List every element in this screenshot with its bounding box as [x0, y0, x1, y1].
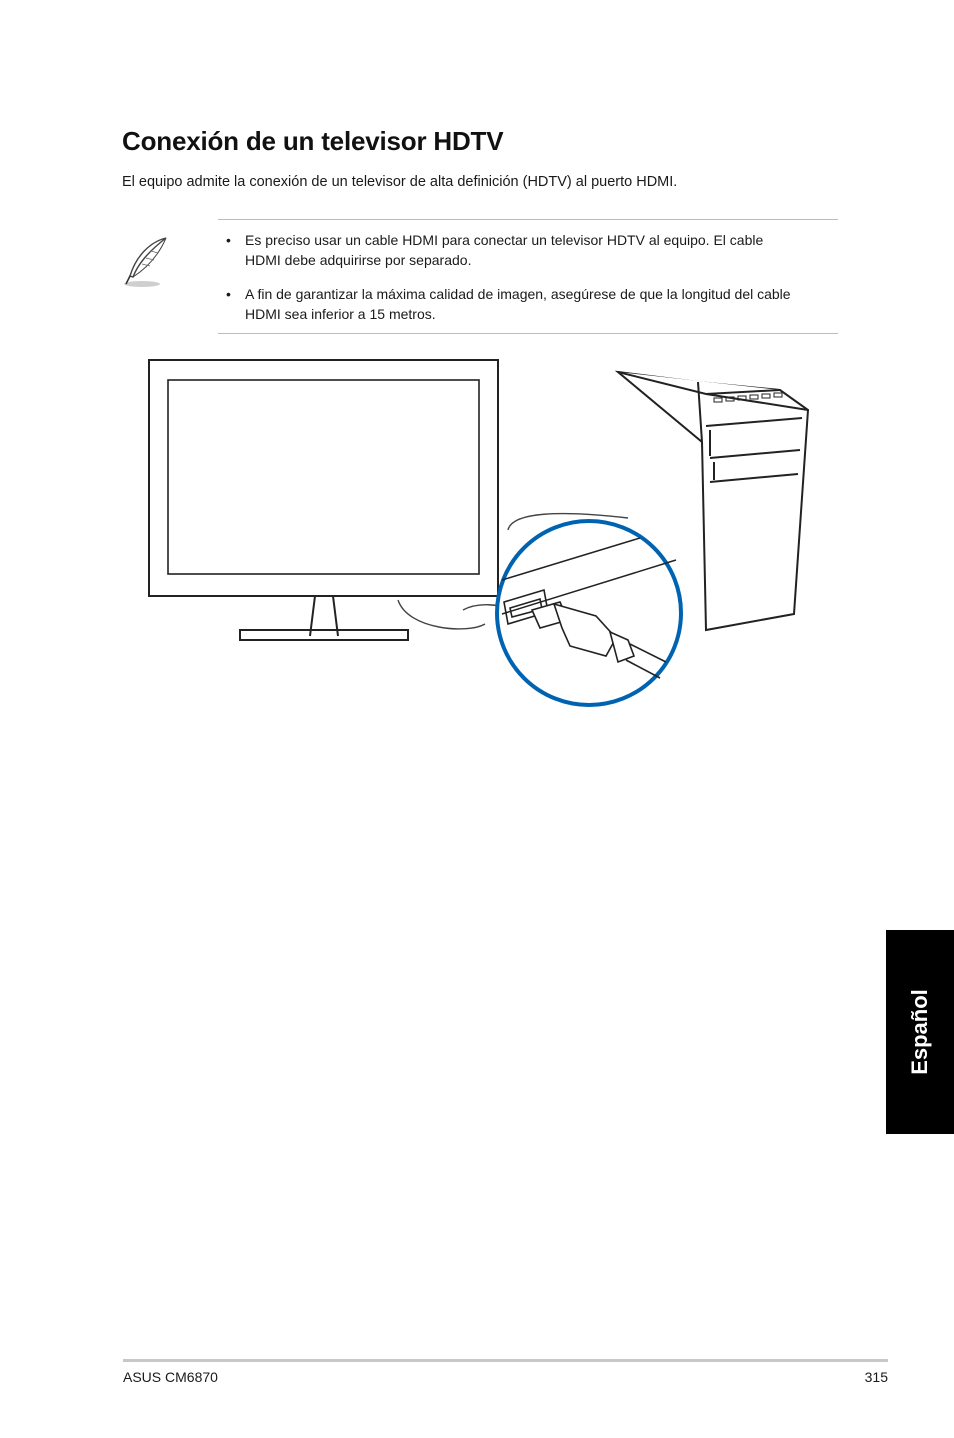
- intro-paragraph: El equipo admite la conexión de un televisor de alta definición (HDTV) al puerto HDMI.: [122, 174, 678, 190]
- page-title: Conexión de un televisor HDTV: [122, 126, 504, 156]
- language-tab: [886, 930, 954, 1134]
- language-tab-label: Español: [907, 989, 932, 1075]
- footer-product: ASUS CM6870: [123, 1369, 218, 1385]
- tv-monitor: [149, 360, 498, 640]
- note-top-rule: [218, 219, 838, 220]
- note-list: [224, 230, 840, 338]
- zoom-detail: [497, 521, 681, 705]
- note-line: HDMI debe adquirirse por separado.: [245, 252, 472, 268]
- note-bottom-rule: [218, 333, 838, 334]
- footer-page-number: 315: [864, 1369, 888, 1385]
- note-item: [224, 284, 840, 324]
- bullet: •: [226, 232, 231, 248]
- pen-feather-icon: [120, 234, 172, 290]
- hdtv-connection-illustration: [140, 352, 820, 716]
- note-line: HDMI sea inferior a 15 metros.: [245, 306, 436, 322]
- note-line: A fin de garantizar la máxima calidad de imagen, asegúrese de que la longitud del cable: [245, 286, 791, 302]
- footer-rule: [123, 1359, 888, 1362]
- bullet: •: [226, 286, 231, 302]
- note-line: Es preciso usar un cable HDMI para conectar un televisor HDTV al equipo. El cable: [245, 232, 764, 248]
- note-item: [224, 230, 840, 270]
